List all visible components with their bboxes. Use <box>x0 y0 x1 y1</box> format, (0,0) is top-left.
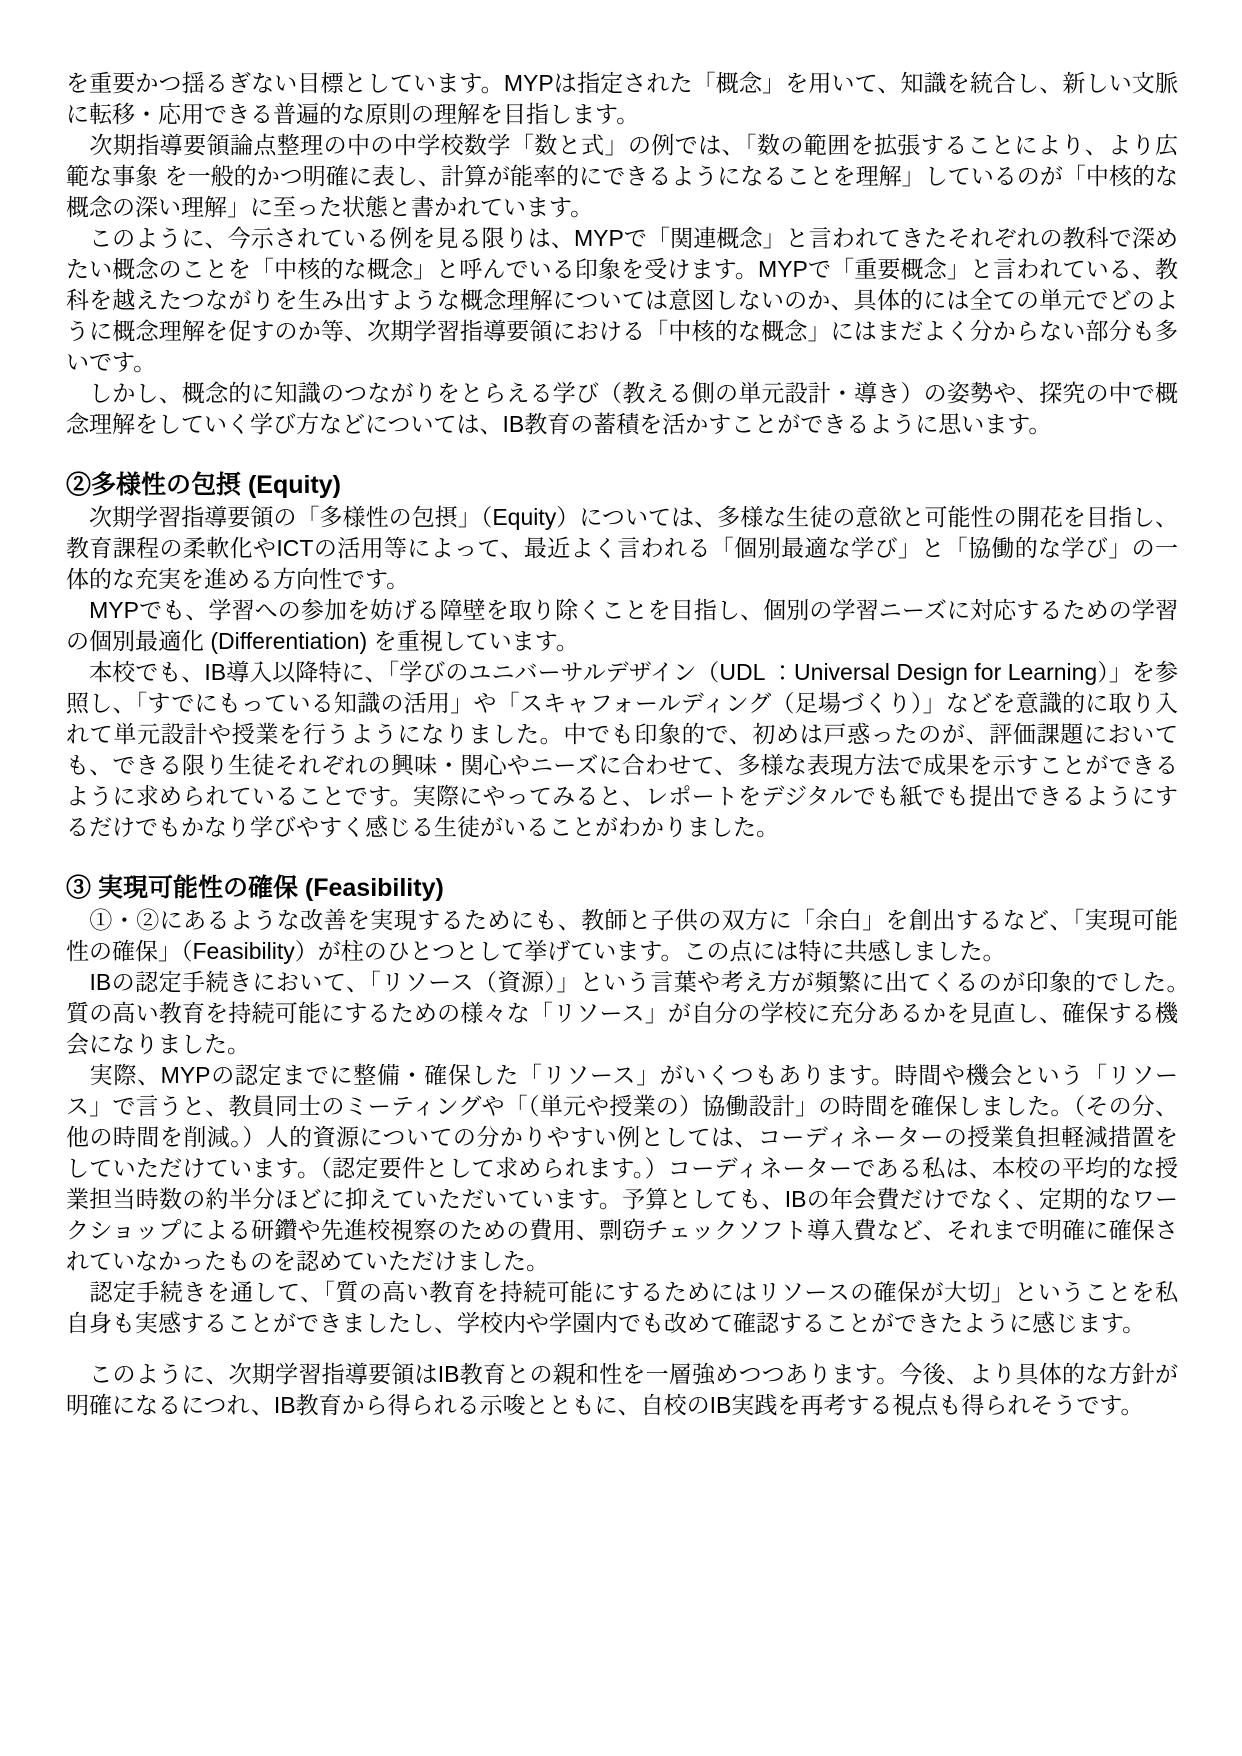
paragraph: このように、次期学習指導要領はIB教育との親和性を一層強めつつあります。今後、より具体的な方針が明確になるにつれ、IB教育から得られる示唆とともに、自校のIB実践を再考する視点も得られそうです。 <box>66 1361 1178 1418</box>
paragraph: しかし、概念的に知識のつながりをとらえる学び（教える側の単元設計・導き）の姿勢や、探究の中で概念理解をしていく学び方などについては、IB教育の蓄積を活かすことができるように思います。 <box>66 380 1178 437</box>
section-heading-feasibility: ③ 実現可能性の確保 (Feasibility) <box>66 874 444 902</box>
section-heading-equity: ②多様性の包摂 (Equity) <box>66 471 341 499</box>
paragraph: IBの認定手続きにおいて、「リソース（資源）」という言葉や考え方が頻繁に出てくるのが印象的でした。 質の高い教育を持続可能にするための様々な「リソース」が自分の学校に充分あるかを見直し、確保する機会になりました。 <box>66 969 1201 1057</box>
paragraph: ①・②にあるような改善を実現するためにも、教師と子供の双方に「余白」を創出するなど、「実現可能性の確保」（Feasibility）が柱のひとつとして挙げています。この点には特に共感しました。 <box>66 907 1178 964</box>
paragraph: 次期指導要領論点整理の中の中学校数学「数と式」の例では、「数の範囲を拡張することにより、より広範な事象 を一般的かつ明確に表し、計算が能率的にできるようになることを理解」しているのが「中核的な概念の深い理解」に至った状態と書かれています。 <box>66 132 1179 220</box>
paragraph: を重要かつ揺るぎない目標としています。MYPは指定された「概念」を用いて、知識を統合し、新しい文脈に転移・応用できる普遍的な原則の理解を目指します。 <box>66 70 1178 127</box>
section-feasibility <box>66 871 1201 1339</box>
paragraph: このように、今示されている例を見る限りは、MYPで「関連概念」と言われてきたそれぞれの教科で深めたい概念のことを「中核的な概念」と呼んでいる印象を受けます。MYPで「重要概念」と言われている、教科を越えたつながりを生み出すような概念理解については意図しないのか、具体的には全ての単元でどのように概念理解を促すのか等、次期学習指導要領における「中核的な概念」にはまだよく分からない部分も多いです。 <box>66 225 1179 375</box>
intro-continuation-section <box>66 68 1178 440</box>
paragraph: 次期学習指導要領の「多様性の包摂」（Equity）については、多様な生徒の意欲と可能性の開花を目指し、教育課程の柔軟化やICTの活用等によって、最近よく言われる「個別最適な学び」と「協働的な学び」の一体的な充実を進める方向性です。 <box>66 504 1178 592</box>
paragraph: MYPでも、学習への参加を妨げる障壁を取り除くことを目指し、個別の学習ニーズに対応するための学習の個別最適化 (Differentiation) を重視しています。 <box>66 597 1178 654</box>
paragraph: 実際、MYPの認定までに整備・確保した「リソース」がいくつもあります。時間や機会という「リソース」で言うと、教員同士のミーティングや「（単元や授業の）協働設計」の時間を確保しました。（その分、他の時間を削減。）人的資源についての分かりやすい例としては、コーディネーターの授業負担軽減措置をしていただけています。（認定要件として求められます。）コーディネーターである私は、本校の平均的な授業担当時数の約半分ほどに抑えていただいています。予算としても、IBの年会費だけでなく、定期的なワークショップによる研鑽や先進校視察のための費用、剽窃チェックソフト導入費など、それまで明確に確保されていなかったものを認めていただけました。 <box>66 1062 1178 1274</box>
paragraph: 本校でも、IB導入以降特に、「学びのユニバーサルデザイン（UDL ：Universal Design for Learning）」を参照し、「すでにもっている知識の活用」や「スキャフォールディング（足場づくり）」などを意識的に取り入れて単元設計や授業を行うようになりました。中でも印象的で、初めは戸惑ったのが、評価課題においても、できる限り生徒それぞれの興味・関心やニーズに合わせて、多様な表現方法で成果を示すことができるように求められていることです。実際にやってみると、レポートをデジタルでも紙でも提出できるようにするだけでもかなり学びやすく感じる生徒がいることがわかりました。 <box>66 659 1178 840</box>
section-equity <box>66 468 1178 843</box>
closing-section <box>66 1359 1178 1421</box>
paragraph: 認定手続きを通して、「質の高い教育を持続可能にするためにはリソースの確保が大切」ということを私自身も実感することができましたし、学校内や学園内でも改めて確認することができたように感じます。 <box>66 1279 1178 1336</box>
